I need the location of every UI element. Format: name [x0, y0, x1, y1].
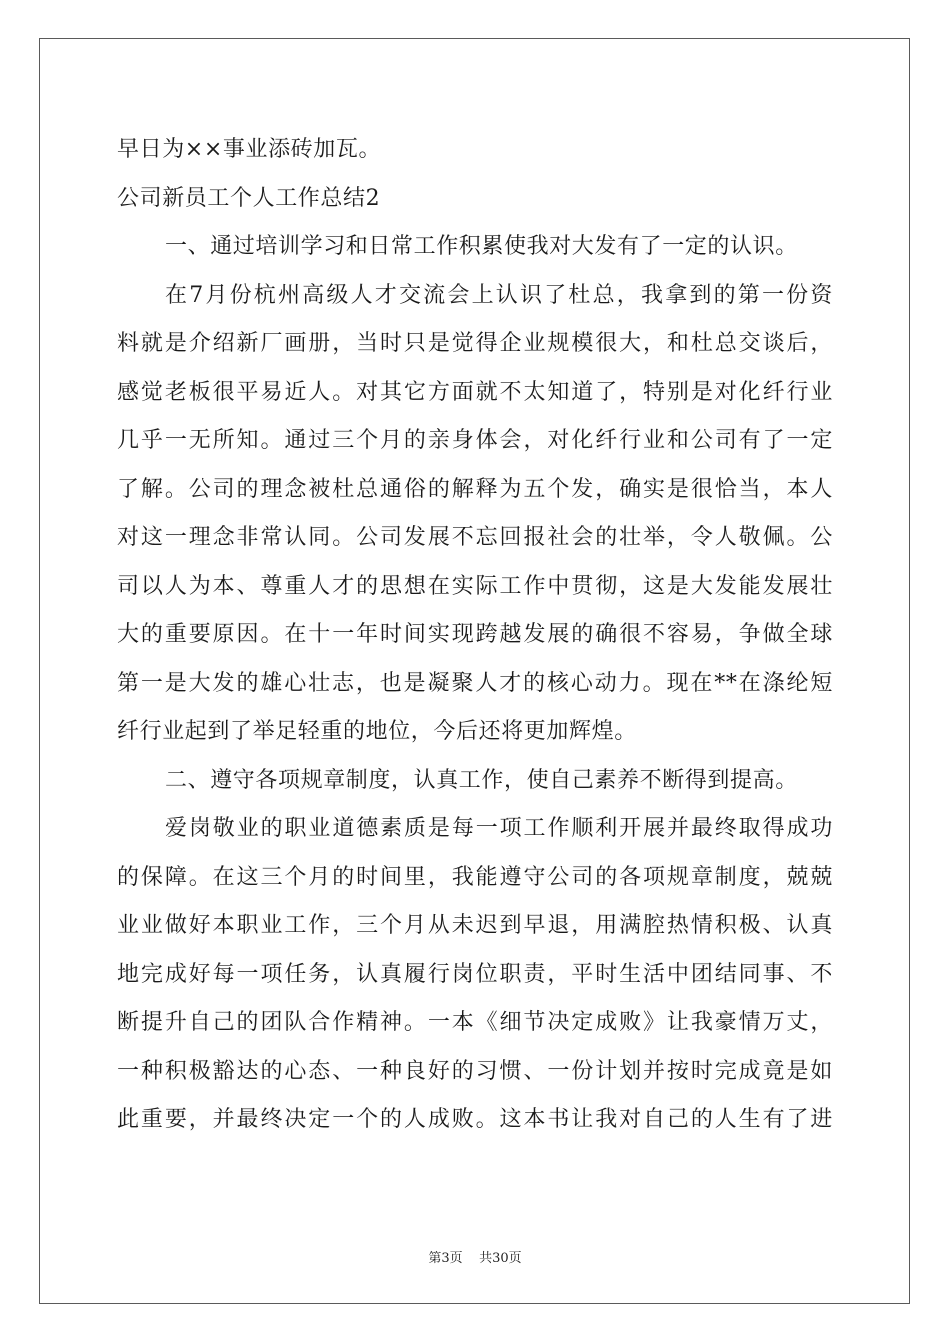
text-line: 大的重要原因。在十一年时间实现跨越发展的确很不容易，争做全球: [117, 622, 833, 647]
section-heading: 一、通过培训学习和日常工作积累使我对大发有了一定的认识。: [165, 234, 798, 259]
text-line: 爱岗敬业的职业道德素质是每一项工作顺利开展并最终取得成功: [165, 816, 833, 841]
text-line: 断提升自己的团队合作精神。一本《细节决定成败》让我豪情万丈，: [117, 1010, 833, 1035]
text-line: 业业做好本职业工作，三个月从未迟到早退，用满腔热情积极、认真: [117, 913, 833, 938]
section-title: 公司新员工个人工作总结2: [117, 185, 381, 211]
text-line: 了解。公司的理念被杜总通俗的解释为五个发，确实是很恰当，本人: [117, 476, 833, 502]
text-line: 此重要，并最终决定一个的人成败。这本书让我对自己的人生有了进: [117, 1107, 833, 1132]
text-line: 地完成好每一项任务，认真履行岗位职责，平时生活中团结同事、不: [117, 961, 833, 987]
text-line: 在7月份杭州高级人才交流会上认识了杜总，我拿到的第一份资: [165, 282, 833, 308]
text-line: 第一是大发的雄心壮志，也是凝聚人才的核心动力。现在**在涤纶短: [117, 670, 833, 696]
text-line: 几乎一无所知。通过三个月的亲身体会，对化纤行业和公司有了一定: [117, 428, 833, 453]
text-line: 对这一理念非常认同。公司发展不忘回报社会的壮举，令人敬佩。公: [117, 525, 833, 550]
document-body: [117, 126, 833, 1145]
text-line: 的保障。在这三个月的时间里，我能遵守公司的各项规章制度，兢兢: [117, 864, 833, 890]
section-heading: 二、遵守各项规章制度，认真工作，使自己素养不断得到提高。: [165, 767, 798, 793]
text-line: 一种积极豁达的心态、一种良好的习惯、一份计划并按时完成竟是如: [117, 1058, 833, 1084]
text-line: 司以人为本、尊重人才的思想在实际工作中贯彻，这是大发能发展壮: [117, 573, 833, 599]
text-line: 料就是介绍新厂画册，当时只是觉得企业规模很大，和杜总交谈后，: [117, 331, 833, 356]
text-line: 纤行业起到了举足轻重的地位，今后还将更加辉煌。: [117, 719, 637, 744]
text-line: 早日为××事业添砖加瓦。: [117, 137, 382, 162]
text-line: 感觉老板很平易近人。对其它方面就不太知道了，特别是对化纤行业: [117, 379, 833, 405]
page-number-footer: 第3页 共30页: [428, 1251, 522, 1266]
